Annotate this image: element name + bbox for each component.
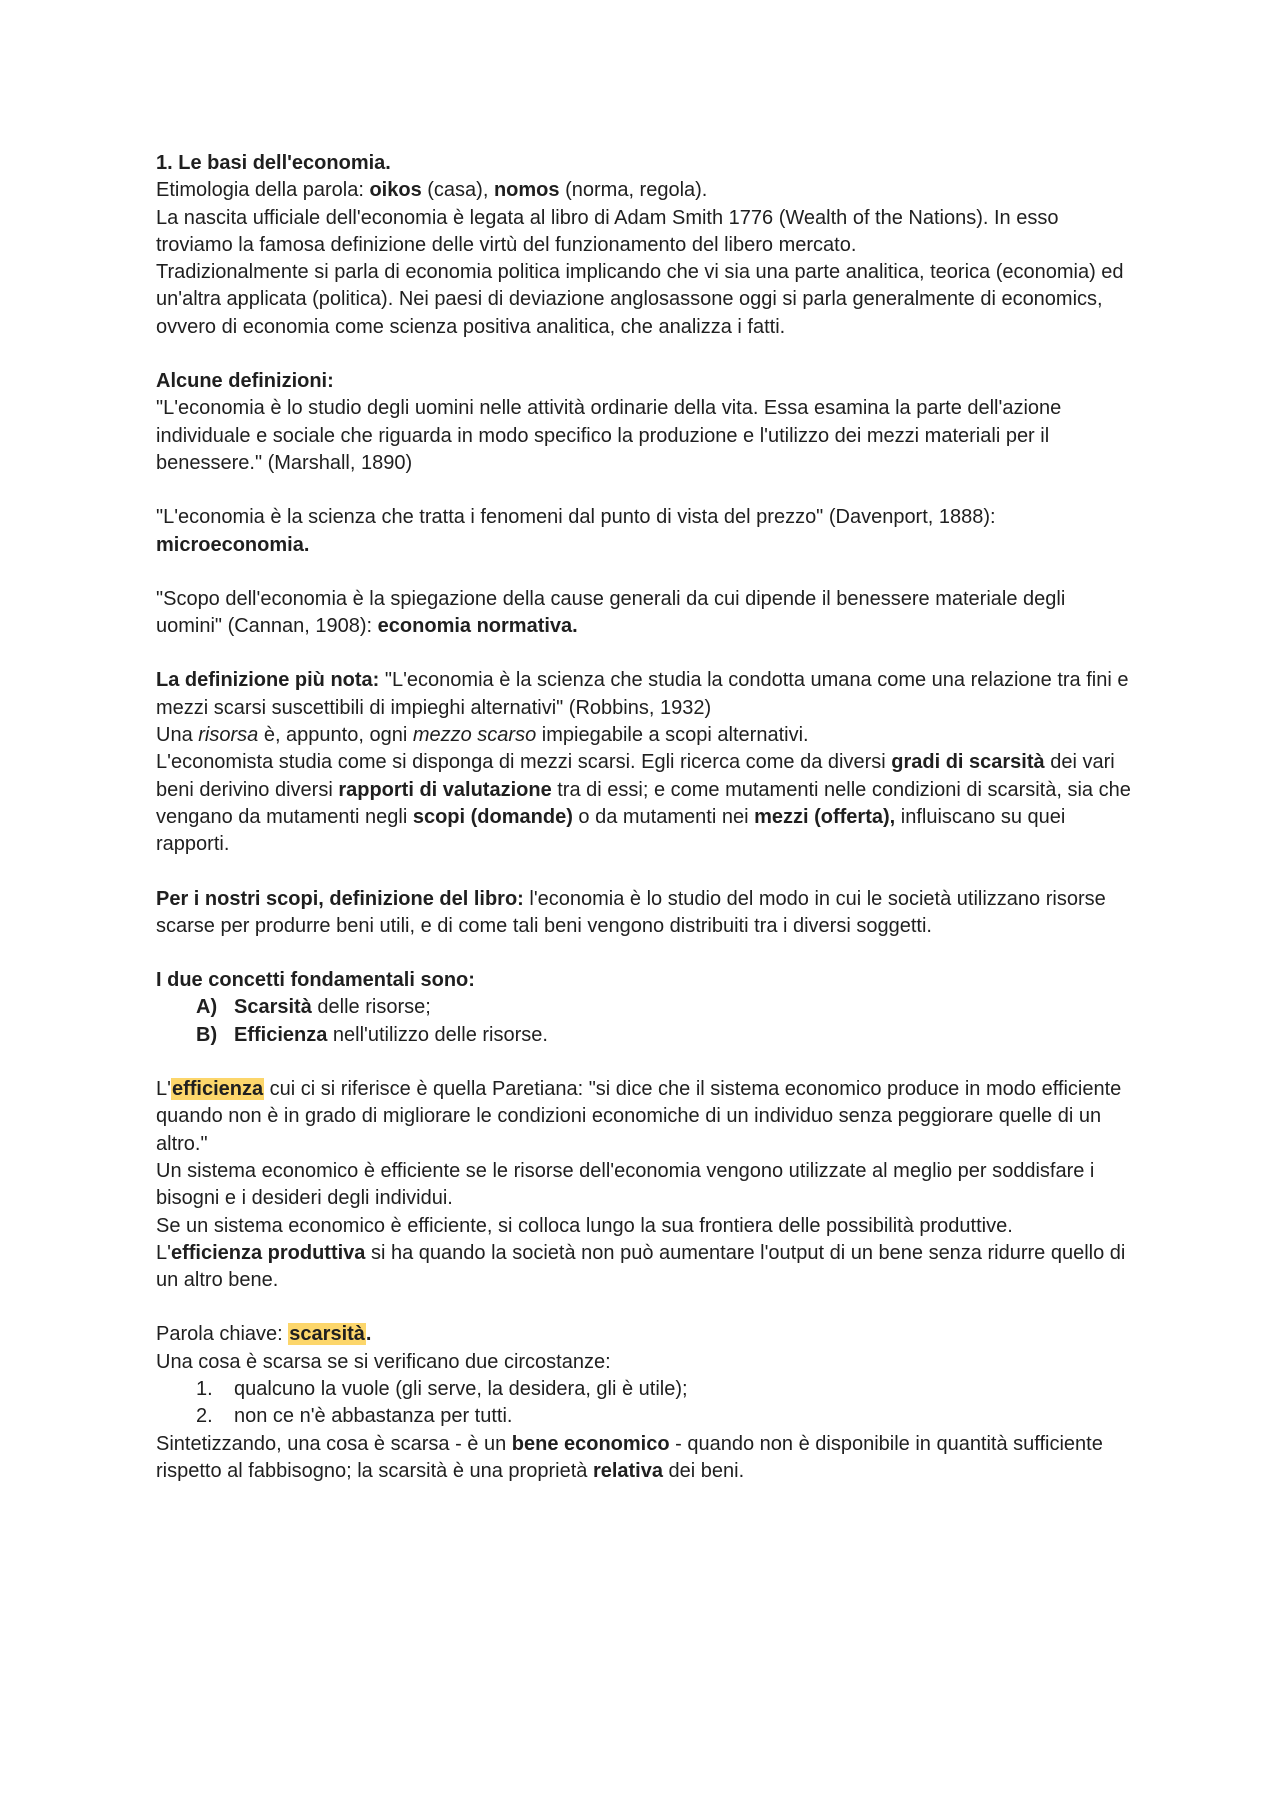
parola-chiave: Parola chiave: scarsità.	[156, 1323, 372, 1346]
paragraph-efficienza-paretiana: L'efficienza cui ci si riferisce è quella Paretiana: "si dice che il sistema economico produce in modo efficiente quando non è in grado di migliorare le condizioni economiche di un individuo senza peggiorare quelle di un altro."	[156, 1078, 1122, 1155]
document-page	[156, 150, 1136, 1485]
list-item: B) Efficienza nell'utilizzo delle risorse.	[196, 1023, 548, 1046]
concetti-list	[156, 994, 1136, 1049]
concetti-heading: I due concetti fondamentali sono:	[156, 969, 475, 992]
paragraph-frontiera: Se un sistema economico è efficiente, si colloca lungo la sua frontiera delle possibilità produttive.	[156, 1214, 1013, 1237]
paragraph-risorsa: Una risorsa è, appunto, ogni mezzo scarso impiegabile a scopi alternativi.	[156, 724, 809, 747]
definition-robbins: La definizione più nota: "L'economia è la scienza che studia la condotta umana come una relazione tra fini e mezzi scarsi suscettibili di impieghi alternativi" (Robbins, 1932)	[156, 669, 1129, 719]
etymology-paragraph: Etimologia della parola: oikos (casa), nomos (norma, regola).	[156, 179, 708, 202]
section-title: 1. Le basi dell'economia.	[156, 152, 391, 174]
list-item: A) Scarsità delle risorse;	[196, 996, 431, 1019]
definition-marshall: "L'economia è lo studio degli uomini nelle attività ordinarie della vita. Essa esamina la parte dell'azione individuale e sociale che riguarda in modo specifico la produzione e l'utilizzo dei mezzi materiali per il benessere." (Marshall, 1890)	[156, 397, 1062, 474]
definition-davenport: "L'economia è la scienza che tratta i fenomeni dal punto di vista del prezzo" (Davenport, 1888): microeconomia.	[156, 506, 996, 556]
paragraph-circostanze: Una cosa è scarsa se si verificano due circostanze:	[156, 1350, 611, 1373]
definition-libro: Per i nostri scopi, definizione del libro: l'economia è lo studio del modo in cui le società utilizzano risorse scarse per produrre beni utili, e di come tali beni vengono distribuiti tra i diversi soggetti.	[156, 887, 1106, 937]
paragraph-efficienza-produttiva: L'efficienza produttiva si ha quando la società non può aumentare l'output di un bene senza ridurre quello di un altro bene.	[156, 1241, 1126, 1292]
paragraph-economista: L'economista studia come si disponga di mezzi scarsi. Egli ricerca come da diversi gradi di scarsità dei vari beni derivino diversi rapporti di valutazione tra di essi; e come mutamenti nelle condizioni di scarsità, sia che vengano da mutamenti negli scopi (domande) o da mutamenti nei mezzi (offerta), influiscano su quei rapporti.	[156, 751, 1131, 856]
definition-cannan: "Scopo dell'economia è la spiegazione della cause generali da cui dipende il benessere materiale degli uomini" (Cannan, 1908): economia normativa.	[156, 587, 1066, 638]
highlight-efficienza: efficienza	[171, 1078, 264, 1101]
definitions-heading: Alcune definizioni:	[156, 370, 334, 393]
list-item: 2. non ce n'è abbastanza per tutti.	[196, 1405, 513, 1428]
highlight-scarsita: scarsità	[289, 1323, 365, 1346]
list-item: 1. qualcuno la vuole (gli serve, la desidera, gli è utile);	[196, 1377, 688, 1400]
paragraph-adam-smith: La nascita ufficiale dell'economia è legata al libro di Adam Smith 1776 (Wealth of the Nations). In esso troviamo la famosa definizione delle virtù del funzionamento del libero mercato.	[156, 206, 1059, 256]
circostanze-list	[156, 1376, 1136, 1431]
paragraph-economia-politica: Tradizionalmente si parla di economia politica implicando che vi sia una parte analitica, teorica (economia) ed un'altra applicata (politica). Nei paesi di deviazione anglosassone oggi si parla generalmente di economics, ovvero di economia come scienza positiva analitica, che analizza i fatti.	[156, 261, 1124, 338]
paragraph-sistema-efficiente: Un sistema economico è efficiente se le risorse dell'economia vengono utilizzate al meglio per soddisfare i bisogni e i desideri degli individui.	[156, 1159, 1095, 1210]
paragraph-sintesi: Sintetizzando, una cosa è scarsa - è un bene economico - quando non è disponibile in quantità sufficiente rispetto al fabbisogno; la scarsità è una proprietà relativa dei beni.	[156, 1432, 1103, 1482]
